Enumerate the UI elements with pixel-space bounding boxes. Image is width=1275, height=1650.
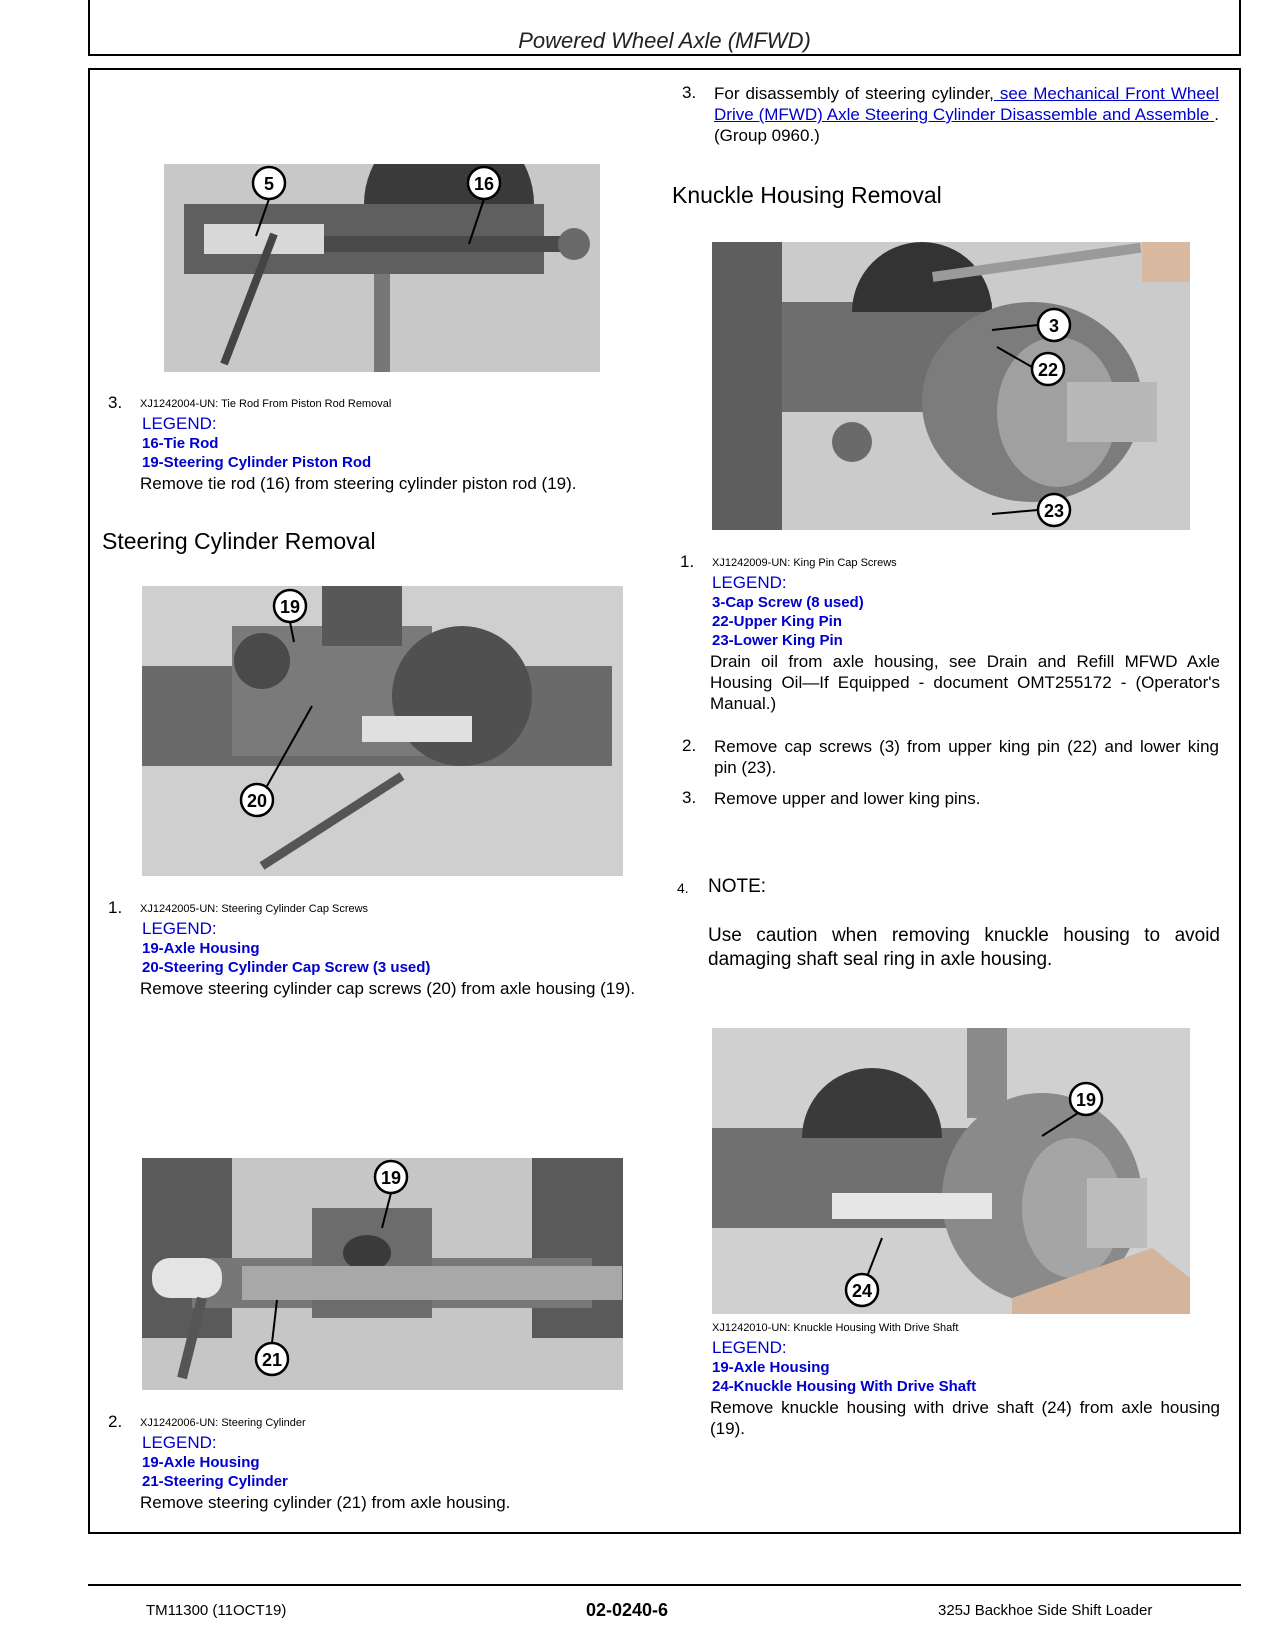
step-number: 3. (682, 788, 697, 807)
legend-item: 16-Tie Rod (142, 435, 219, 452)
callout-label: 5 (263, 174, 275, 194)
instruction-text: Drain oil from axle housing, see Drain and Refill MFWD Axle Housing Oil—If Equipped - document OMT255172 - (Operator's Manual.) (710, 652, 1220, 713)
note-text: Use caution when removing knuckle housing to avoid damaging shaft seal ring in axle housing. (708, 925, 1220, 970)
king-pin-photo (712, 242, 1190, 530)
figure-id: XJ1242010-UN: Knuckle Housing With Drive Shaft (712, 1322, 959, 1334)
callout-label: 19 (1075, 1090, 1097, 1110)
step-text: Remove cap screws (3) from upper king pin (22) and lower king pin (23). (714, 737, 1219, 777)
callout-label: 3 (1048, 316, 1060, 336)
legend-item: 19-Axle Housing (712, 1359, 830, 1376)
legend-item: 23-Lower King Pin (712, 632, 843, 649)
legend-item: 19-Axle Housing (142, 940, 260, 957)
legend-title: LEGEND: (712, 573, 787, 592)
section-heading: Steering Cylinder Removal (102, 528, 376, 554)
legend-title: LEGEND: (142, 919, 217, 938)
figure-number: 1. (680, 552, 695, 571)
instruction-text: Remove steering cylinder (21) from axle housing. (140, 1493, 511, 1512)
figure-id: XJ1242005-UN: Steering Cylinder Cap Screws (140, 903, 369, 915)
legend-item: 3-Cap Screw (8 used) (712, 594, 864, 611)
page-title: Powered Wheel Axle (MFWD) (518, 28, 811, 53)
callout-label: 19 (279, 597, 301, 617)
legend-item: 24-Knuckle Housing With Drive Shaft (712, 1378, 977, 1395)
figure-id: XJ1242009-UN: King Pin Cap Screws (712, 557, 897, 569)
knuckle-housing-photo (712, 1028, 1190, 1314)
instruction-text: Remove steering cylinder cap screws (20) from axle housing (19). (140, 979, 636, 998)
footer-page-number: 02-0240-6 (586, 1600, 669, 1620)
callout-label: 21 (261, 1350, 283, 1370)
footer-product: 325J Backhoe Side Shift Loader (938, 1602, 1153, 1619)
note-label: NOTE: (708, 876, 767, 897)
legend-item: 19-Axle Housing (142, 1454, 260, 1471)
legend-item: 22-Upper King Pin (712, 613, 843, 630)
figure-number: 2. (108, 1412, 123, 1431)
figure-id: XJ1242006-UN: Steering Cylinder (140, 1417, 306, 1429)
step-number: 3. (682, 83, 697, 102)
legend-item: 20-Steering Cylinder Cap Screw (3 used) (142, 959, 431, 976)
instruction-text: Remove knuckle housing with drive shaft (24) from axle housing (19). (710, 1398, 1220, 1438)
callout-label: 22 (1037, 360, 1059, 380)
callout-label: 16 (473, 174, 495, 194)
footer-divider (88, 1584, 1241, 1586)
section-heading: Knuckle Housing Removal (672, 182, 942, 208)
legend-title: LEGEND: (142, 414, 217, 433)
cap-screws-photo (142, 586, 623, 876)
steering-cylinder-photo (142, 1158, 623, 1390)
step-text-prefix: For disassembly of steering cylinder, (714, 84, 994, 103)
figure-id: XJ1242004-UN: Tie Rod From Piston Rod Removal (140, 398, 392, 410)
legend-title: LEGEND: (712, 1338, 787, 1357)
legend-item: 21-Steering Cylinder (142, 1473, 288, 1490)
tie-rod-photo (164, 164, 600, 372)
step-text (714, 83, 1219, 146)
step-text: Remove upper and lower king pins. (714, 789, 981, 808)
callout-label: 20 (246, 791, 268, 811)
instruction-text: Remove tie rod (16) from steering cylinder piston rod (19). (140, 474, 577, 493)
figure-number: 3. (108, 393, 123, 412)
legend-title: LEGEND: (142, 1433, 217, 1452)
footer-doc-id: TM11300 (11OCT19) (146, 1602, 287, 1619)
header-box (88, 0, 1241, 56)
step-text-suffix: . (Group 0960.) (714, 105, 1219, 145)
callout-label: 19 (380, 1168, 402, 1188)
note-number: 4. (677, 880, 689, 896)
legend-item: 19-Steering Cylinder Piston Rod (142, 454, 372, 471)
callout-label: 24 (851, 1281, 873, 1301)
figure-number: 1. (108, 898, 123, 917)
step-number: 2. (682, 736, 697, 755)
callout-label: 23 (1043, 501, 1065, 521)
steering-cylinder-disassemble-link[interactable]: see Mechanical Front Wheel Drive (MFWD) Axle Steering Cylinder Disassemble and Assemble (714, 84, 1220, 124)
